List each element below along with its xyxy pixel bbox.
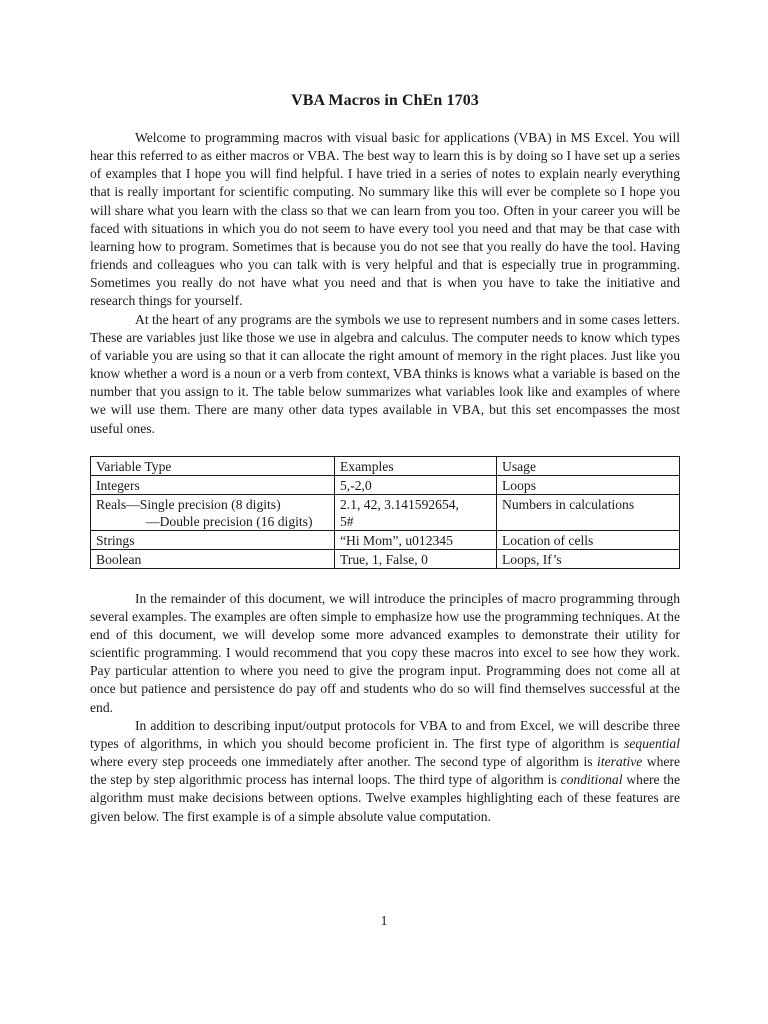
- examples-line-2: 5#: [340, 513, 354, 529]
- algorithms-text-2: where every step proceeds one immediately after another. The second type of algorithm is: [90, 754, 598, 770]
- table-cell-examples: [335, 494, 497, 530]
- table-cell-usage: Location of cells: [497, 530, 680, 549]
- algorithms-text-3: where the step by step algorithmic process has internal loops. The third type of algorithm is: [90, 754, 680, 788]
- algorithms-paragraph: [90, 717, 680, 826]
- table-row: [91, 549, 680, 568]
- algorithms-text-1: In addition to describing input/output protocols for VBA to and from Excel, we will describe three types of algorithms, in which you should become proficient in. The first type of algorithm is: [90, 717, 680, 751]
- table-header-cell: Examples: [335, 456, 497, 475]
- term-iterative: iterative: [597, 754, 643, 770]
- table-cell-usage: Loops: [497, 475, 680, 494]
- document-page: [90, 92, 680, 826]
- table-cell-examples: “Hi Mom”, u012345: [335, 530, 497, 549]
- table-row: [91, 475, 680, 494]
- table-cell-examples: 5,-2,0: [335, 475, 497, 494]
- table-row: [91, 530, 680, 549]
- intro-paragraph-2: At the heart of any programs are the symbols we use to represent numbers and in some cases letters. These are variables just like those we use in algebra and calculus. The computer needs to know which types of variable you are using so that it can allocate the right amount of memory in the right places. Just like you know whether a word is a noun or a verb from context, VBA thinks is knows what a variable is based on the number that you assign to it. The table below summarizes what variables look like and examples of where we will use them. There are many other data types available in VBA, but this set encompasses the most useful ones.: [90, 311, 680, 436]
- table-cell-usage: Loops, If’s: [497, 549, 680, 568]
- table-cell-type: Strings: [91, 530, 335, 549]
- type-line-double: —Double precision (16 digits): [146, 513, 313, 529]
- term-conditional: conditional: [560, 772, 623, 788]
- document-title: VBA Macros in ChEn 1703: [291, 92, 479, 109]
- variable-types-table: [90, 456, 680, 569]
- table-cell-usage: Numbers in calculations: [497, 494, 680, 530]
- table-cell-examples: True, 1, False, 0: [335, 549, 497, 568]
- table-row: [91, 494, 680, 530]
- table-header-cell: Variable Type: [91, 456, 335, 475]
- remainder-paragraph: In the remainder of this document, we will introduce the principles of macro programming through several examples. The examples are often simple to emphasize how use the programming techniques. At the end of this document, we will develop some more advanced examples to demonstrate their utility for scientific programming. I would recommend that you copy these macros into excel to see how they work. Pay particular attention to where you need to give the program input. Programming does not come all at once but patience and persistence do pay off and students who do so will find themselves successful at the end.: [90, 590, 680, 715]
- type-line-single: Reals—Single precision (8 digits): [96, 496, 281, 512]
- table-cell-type: Boolean: [91, 549, 335, 568]
- table-header-cell: Usage: [497, 456, 680, 475]
- table-header-row: [91, 456, 680, 475]
- table-cell-type: [91, 494, 335, 530]
- table-cell-type: Integers: [91, 475, 335, 494]
- intro-paragraph-1: Welcome to programming macros with visual basic for applications (VBA) in MS Excel. You will hear this referred to as either macros or VBA. The best way to learn this is by doing so I have set up a series of examples that I hope you will find helpful. I have tried in a series of notes to explain nearly everything that is really important for scientific computing. No summary like this will ever be complete so I hope you will share what you learn with the class so that we can learn from you too. Often in your career you will be faced with situations in which you do not seem to have every tool you need and that may be that case with learning how to program. Sometimes that is because you do not see that you really do have the tool. Having friends and colleagues who you can talk with is very helpful and that is especially true in programming. Sometimes you really do not have what you need and that is when you have to take the initiative and research things for yourself.: [90, 130, 680, 309]
- examples-line-1: 2.1, 42, 3.141592654,: [340, 496, 459, 512]
- page-number: 1: [380, 913, 388, 928]
- term-sequential: sequential: [624, 735, 680, 751]
- algorithms-text-4: where the algorithm must make decisions between options. Twelve examples highlighting each of these features are given below. The first example is of a simple absolute value computation.: [90, 772, 680, 824]
